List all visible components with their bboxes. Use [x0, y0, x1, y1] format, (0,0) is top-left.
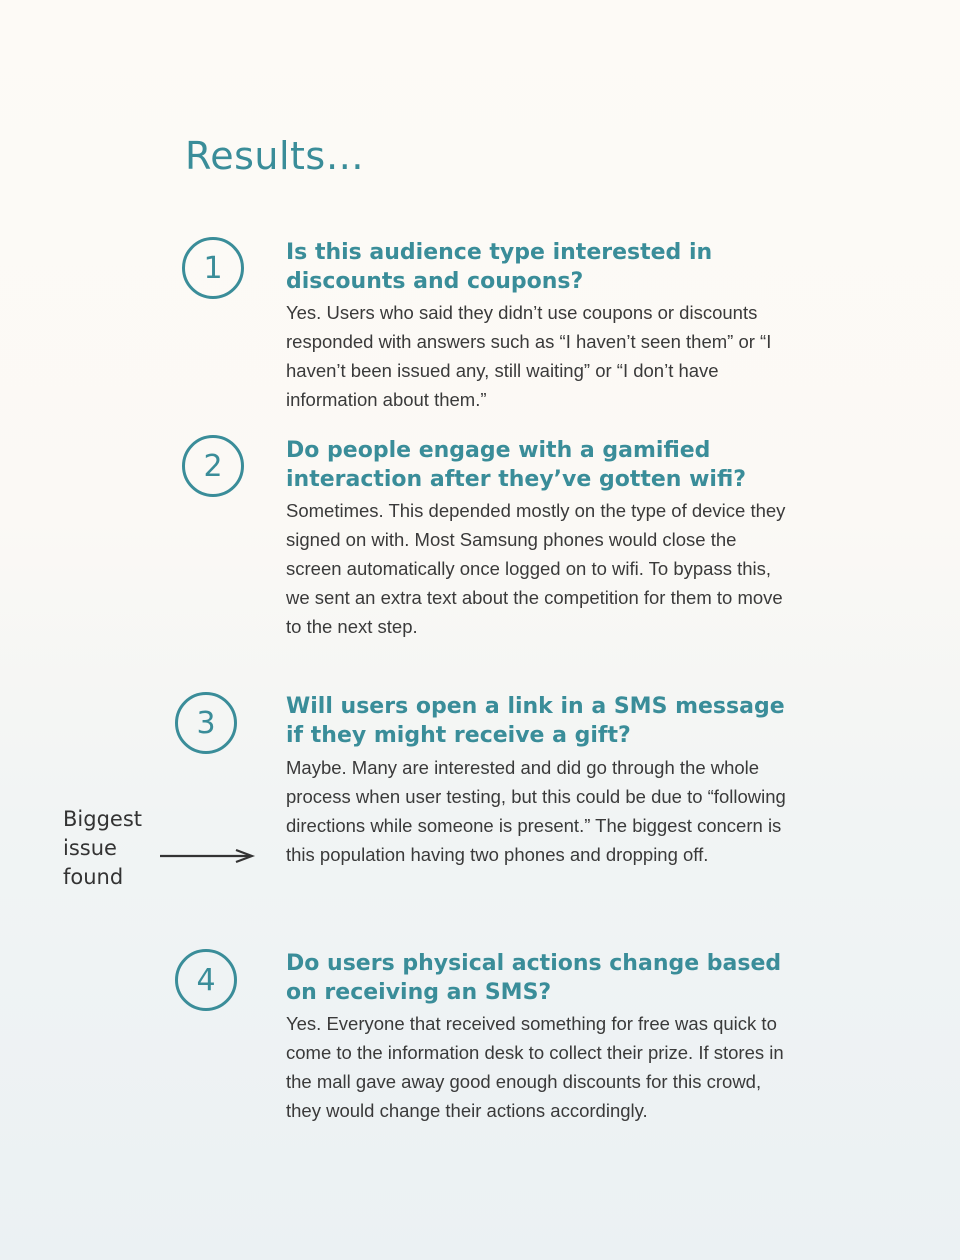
- callout-line-3: found: [63, 865, 124, 889]
- answer-text-4: Yes. Everyone that received something for free was quick to come to the information desk to collect their prize. If stores in the mall gave away good enough discounts for this crowd, they would change their actions accordingly.: [286, 1013, 784, 1121]
- arrow-right-icon: [160, 848, 256, 864]
- number-circle-2: 2: [182, 435, 244, 497]
- callout-line-1: Biggest: [63, 807, 142, 831]
- callout-line-2: issue: [63, 836, 117, 860]
- page-title: Results…: [185, 134, 365, 178]
- biggest-issue-callout: [63, 805, 142, 892]
- answer-text-1: Yes. Users who said they didn’t use coupons or discounts responded with answers such as “I haven’t seen them” or “I haven’t been issued any, still waiting” or “I don’t have information about them.”: [286, 302, 772, 410]
- question-heading-1: Is this audience type interested in discounts and coupons?: [286, 240, 713, 294]
- question-heading-3: Will users open a link in a SMS message if they might receive a gift?: [286, 694, 785, 748]
- number-circle-3: 3: [175, 692, 237, 754]
- question-heading-4: Do users physical actions change based on receiving an SMS?: [286, 951, 782, 1005]
- number-circle-1: 1: [182, 237, 244, 299]
- answer-text-3: Maybe. Many are interested and did go through the whole process when user testing, but this could be due to “following directions while someone is present.” The biggest concern is this population having two phones and dropping off.: [286, 757, 786, 865]
- question-heading-2: Do people engage with a gamified interaction after they’ve gotten wifi?: [286, 438, 747, 492]
- number-circle-4: 4: [175, 949, 237, 1011]
- answer-text-2: Sometimes. This depended mostly on the type of device they signed on with. Most Samsung phones would close the screen automatically once logged on to wifi. To bypass this, we sent an extra text about the competition for them to move to the next step.: [286, 500, 786, 637]
